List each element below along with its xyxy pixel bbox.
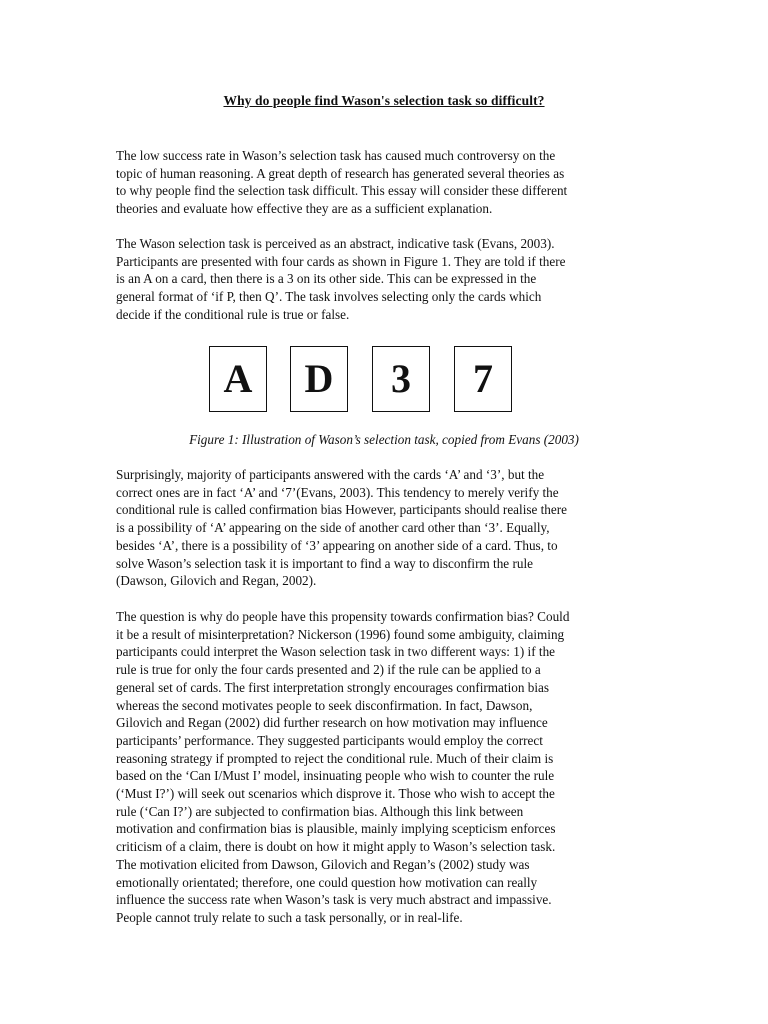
text-line: criticism of a claim, there is doubt on how it might apply to Wason’s selection task. [116,839,556,855]
text-line: rule (‘Can I?’) are subjected to confirmation bias. Although this link between [116,803,524,819]
text-line: (Dawson, Gilovich and Regan, 2002). [116,573,317,589]
text-line: participants’ performance. They suggested participants would employ the correct [116,732,543,748]
text-line: People cannot truly relate to such a task personally, or in real-life. [116,909,463,925]
text-line: theories and evaluate how effective they are as a sufficient explanation. [116,201,493,217]
text-line: rule is true for only the four cards presented and 2) if the rule can be applied to a [116,662,541,678]
card-d: D [290,346,348,412]
text-line: correct ones are in fact ‘A’ and ‘7’(Evans, 2003). This tendency to merely verify the [116,484,559,500]
card-7: 7 [454,346,512,412]
paragraph-misinterpretation [116,608,638,927]
text-line: emotionally orientated; therefore, one could question how motivation can really [116,874,538,890]
text-line: The motivation elicited from Dawson, Gilovich and Regan’s (2002) study was [116,856,530,872]
text-line: conditional rule is called confirmation bias However, participants should realise there [116,502,567,518]
paragraph-confirmation-bias [116,466,638,590]
text-line: decide if the conditional rule is true or false. [116,306,350,322]
text-line: solve Wason’s selection task it is important to find a way to disconfirm the rule [116,555,533,571]
text-line: is a possibility of ‘A’ appearing on the side of another card other than ‘3’. Equally, [116,520,550,536]
text-line: general set of cards. The first interpretation strongly encourages confirmation bias [116,679,549,695]
figure-cards [0,346,768,416]
text-line: reasoning strategy if prompted to reject the conditional rule. Much of their claim is [116,750,554,766]
text-line: besides ‘A’, there is a possibility of ‘3’ appearing on another side of a card. Thus, to [116,537,558,553]
text-line: The low success rate in Wason’s selection task has caused much controversy on the [116,148,556,163]
text-line: whereas the second motivates people to seek disconfirmation. In fact, Dawson, [116,697,533,713]
card-3: 3 [372,346,430,412]
text-line: is an A on a card, then there is a 3 on its other side. This can be expressed in the [116,271,537,287]
text-line: topic of human reasoning. A great depth of research has generated several theories as [116,165,565,181]
card-a: A [209,346,267,412]
text-line: Surprisingly, majority of participants answered with the cards ‘A’ and ‘3’, but the [116,467,545,482]
text-line: The Wason selection task is perceived as an abstract, indicative task (Evans, 2003). [116,236,555,251]
text-line: motivation and confirmation bias is plausible, mainly implying scepticism enforces [116,821,556,837]
text-line: (‘Must I?’) will seek out scenarios which disprove it. Those who wish to accept the [116,786,555,802]
text-line: to why people find the selection task difficult. This essay will consider these different [116,183,568,199]
text-line: it be a result of misinterpretation? Nickerson (1996) found some ambiguity, claiming [116,626,565,642]
paragraph-intro [116,147,638,218]
paragraph-task-description [116,235,638,324]
text-line: Participants are presented with four cards as shown in Figure 1. They are told if there [116,253,566,269]
text-line: based on the ‘Can I/Must I’ model, insinuating people who wish to counter the rule [116,768,555,784]
text-line: participants could interpret the Wason selection task in two different ways: 1) if the [116,644,556,660]
figure-caption: Figure 1: Illustration of Wason’s selection task, copied from Evans (2003) [189,432,579,447]
document-title: Why do people find Wason's selection task so difficult? [223,93,545,108]
text-line: Gilovich and Regan (2002) did further research on how motivation may influence [116,715,548,731]
text-line: influence the success rate when Wason’s task is very much abstract and impassive. [116,892,552,908]
text-line: general format of ‘if P, then Q’. The task involves selecting only the cards which [116,289,542,305]
text-line: The question is why do people have this propensity towards confirmation bias? Could [116,609,570,624]
